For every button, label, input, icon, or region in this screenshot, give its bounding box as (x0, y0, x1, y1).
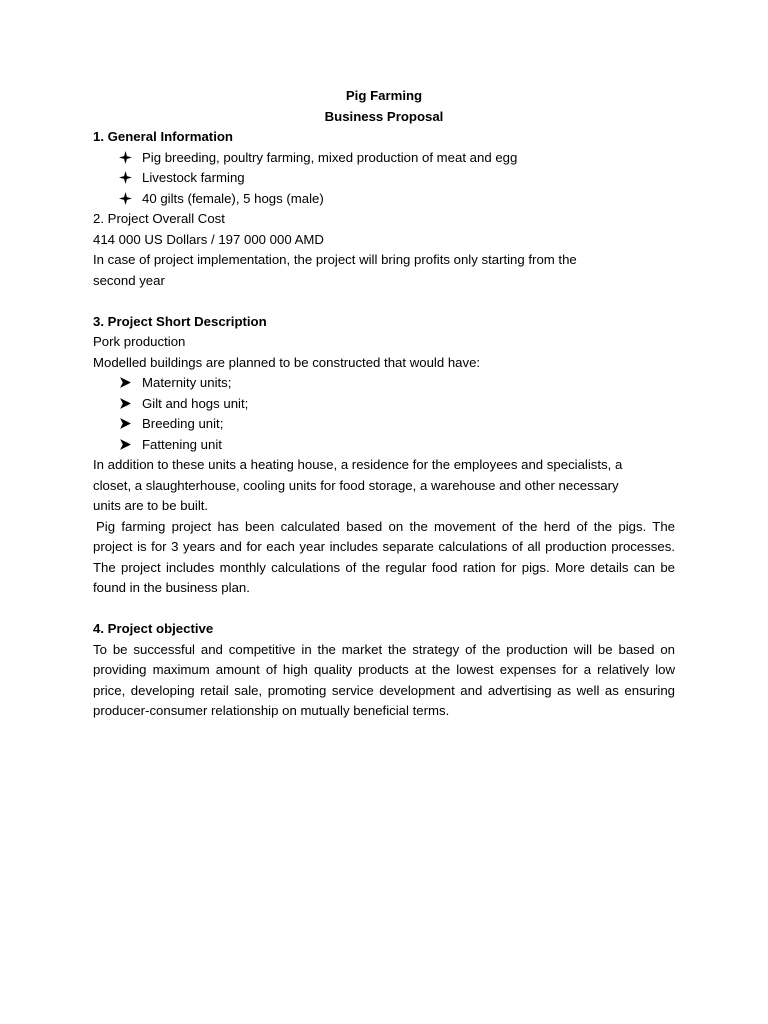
description-paragraph-line: closet, a slaughterhouse, cooling units for food storage, a warehouse and other necessary (93, 477, 619, 493)
section-heading-description: 3. Project Short Description (93, 313, 267, 329)
list-item-text: Livestock farming (142, 170, 245, 185)
list-item (93, 148, 675, 169)
description-line: Modelled buildings are planned to be constructed that would have: (93, 354, 481, 370)
section-heading-general: 1. General Information (93, 129, 233, 144)
diamond-bullet-icon (93, 168, 137, 189)
document-subtitle: Business Proposal (324, 108, 444, 124)
list-item (93, 168, 675, 189)
document-title: Pig Farming (345, 88, 423, 103)
list-item (93, 414, 675, 435)
list-item-text: Breeding unit; (142, 416, 224, 431)
list-item-text: Pig breeding, poultry farming, mixed production of meat and egg (142, 149, 518, 165)
cost-note-line: second year (93, 272, 165, 288)
description-line: Pork production (93, 334, 186, 349)
cost-note-line: In case of project implementation, the project will bring profits only starting from the (93, 252, 577, 267)
cost-amount: 414 000 US Dollars / 197 000 000 AMD (93, 231, 324, 247)
arrow-bullet-icon (93, 373, 137, 394)
spacer (93, 291, 675, 312)
list-item (93, 394, 675, 415)
list-item-text: 40 gilts (female), 5 hogs (male) (142, 190, 324, 206)
diamond-bullet-icon (93, 148, 137, 169)
arrow-bullet-icon (93, 414, 137, 435)
section-heading-objective: 4. Project objective (93, 621, 214, 636)
diamond-bullet-icon (93, 189, 137, 210)
list-item (93, 373, 675, 394)
list-item (93, 189, 675, 210)
spacer (93, 599, 675, 620)
section-heading-cost: 2. Project Overall Cost (93, 211, 225, 226)
arrow-bullet-icon (93, 435, 137, 456)
arrow-bullet-icon (93, 394, 137, 415)
list-item-text: Maternity units; (142, 375, 232, 390)
list-item (93, 435, 675, 456)
list-item-text: Gilt and hogs unit; (142, 395, 249, 411)
objective-paragraph: To be successful and competitive in the market the strategy of the production will be based on providing maximum amount of high quality products at the lowest expenses for a relatively low price, developing retail sale, promoting service development and advertising as well as ensuring producer-consumer relationship on mutually beneficial terms. (93, 641, 675, 718)
description-paragraph: Pig farming project has been calculated based on the movement of the herd of the pigs. The project is for 3 years and for each year includes separate calculations of all production processes. The project includes monthly calculations of the regular food ration for pigs. More details can be found in the business plan. (93, 518, 675, 595)
document-body (93, 86, 675, 722)
list-item-text: Fattening unit (142, 436, 222, 452)
description-paragraph-line: units are to be built. (93, 498, 209, 513)
description-paragraph-line: In addition to these units a heating house, a residence for the employees and specialists, a (93, 457, 623, 472)
